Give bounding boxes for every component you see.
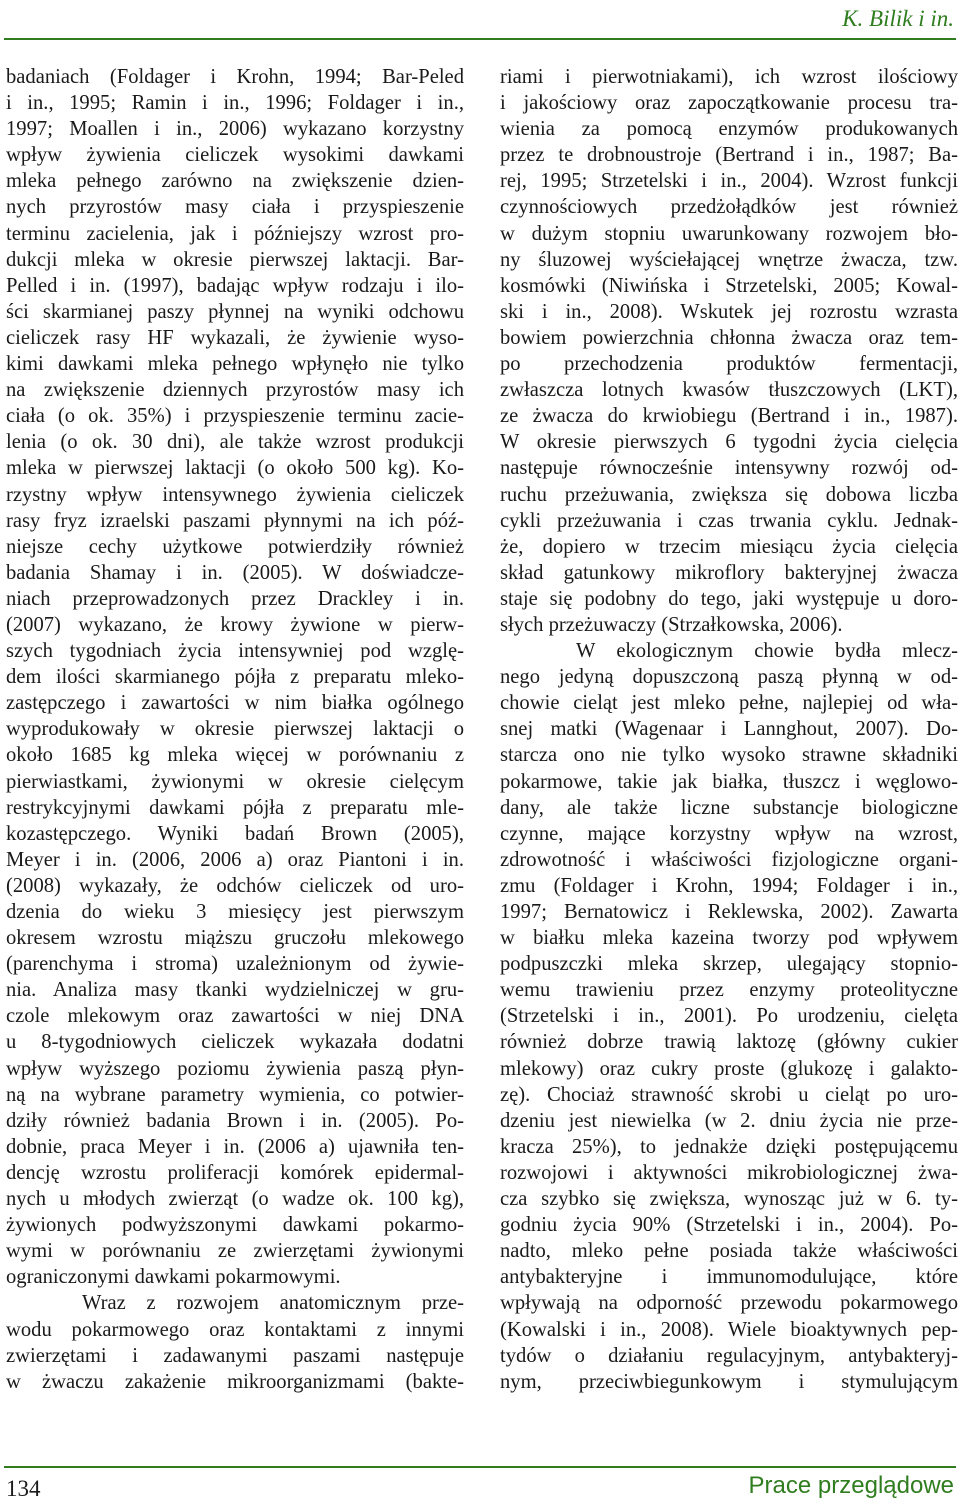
left-line-38: u 8-tygodniowych cieliczek wykazała dodatni <box>6 1031 464 1054</box>
left-line-28: pierwiastkami, żywionymi w okresie cielęcym <box>6 770 464 793</box>
left-line-5: mleka pełnego zarówno na zwiększenie dzien- <box>6 170 464 193</box>
left-line-10: ści skarmianej paszy płynnej na wyniki odchowu <box>6 300 464 323</box>
right-line-32: zmu (Foldager i Krohn, 1994; Foldager i in., <box>500 874 958 897</box>
left-line-17: rzystny wpływ intensywnego żywienia cieliczek <box>6 483 464 506</box>
left-line-14: ciała (o ok. 35%) i przyspieszenie terminu zacie- <box>6 405 464 428</box>
section-label: Prace przeglądowe <box>748 1472 954 1499</box>
left-column <box>6 64 464 1395</box>
right-column <box>500 64 958 1395</box>
right-line-29: dany, ale także liczne substancje biologiczne <box>500 796 958 819</box>
right-line-25: chowie cieląt jest mleko pełne, najlepiej od wła- <box>500 692 958 715</box>
left-line-29: restrykcyjnymi dawkami pójła z preparatu mle- <box>6 796 464 819</box>
right-line-17: ruchu przeżuwania, zwiększa się dobowa liczba <box>500 483 958 506</box>
left-line-34: okresem wzrostu miąższu gruczołu mlekowego <box>6 927 464 950</box>
right-line-26: snej matki (Wagenaar i Lannghout, 2007). Do- <box>500 718 958 741</box>
right-line-44: cza szybko się zwiększa, wynosząc już w 6. ty- <box>500 1188 958 1211</box>
left-line-31: Meyer i in. (2006, 2006 a) oraz Piantoni i in. <box>6 848 464 871</box>
left-line-41: dziły również badania Brown i in. (2005). Po- <box>6 1109 464 1132</box>
footer-rule <box>4 1466 956 1468</box>
right-line-14: ze żwacza do krwiobiegu (Bertrand i in., 1987). <box>500 405 958 428</box>
left-line-46: wymi w porównaniu ze zwierzętami żywionymi <box>6 1240 464 1263</box>
right-line-30: czynne, mające korzystny wpływ na wzrost, <box>500 822 958 845</box>
left-line-22: (2007) wykazano, że krowy żywione w pierw- <box>6 613 464 636</box>
left-line-9: Pelled i in. (1997), badając wpływ rodzaju i ilo- <box>6 274 464 297</box>
left-line-20: badania Shamay i in. (2005). W doświadcze- <box>6 561 464 584</box>
right-line-50: tydów o działaniu regulacyjnym, antybakteryj- <box>500 1344 958 1367</box>
left-line-45: żywionych podwyższonymi dawkami pokarmo- <box>6 1214 464 1237</box>
left-line-21: niach przeprowadzonych przez Drackley i in. <box>6 587 464 610</box>
left-line-19: niejsze cechy użytkowe potwierdziły również <box>6 535 464 558</box>
right-line-18: cykli przeżuwania i czas trwania cyklu. Jednak- <box>500 509 958 532</box>
right-line-19: że, dopiero w trzecim miesiącu życia cielęcia <box>500 535 958 558</box>
left-line-26: wyprodukowały w okresie pierwszej laktacji o <box>6 718 464 741</box>
left-line-3: 1997; Moallen i in., 2006) wykazano korzystny <box>6 118 464 141</box>
left-line-42: dobnie, praca Meyer i in. (2006 a) ujawniła ten- <box>6 1135 464 1158</box>
left-line-43: dencję wzrostu proliferacji komórek epidermal- <box>6 1161 464 1184</box>
right-line-39: mlekowy) oraz cukry proste (glukozę i galakto- <box>500 1057 958 1080</box>
left-line-40: ną na wybrane parametry wymienia, co potwier- <box>6 1083 464 1106</box>
right-line-51: nym, przeciwbiegunkowym i stymulującym <box>500 1370 958 1393</box>
left-line-44: nych u młodych zwierząt (o wadze ok. 100 kg), <box>6 1188 464 1211</box>
right-line-9: kosmówki (Niwińska i Strzetelski, 2005; Kowal- <box>500 274 958 297</box>
right-line-21: staje się podobny do tego, jaki występuje u doro- <box>500 587 958 610</box>
left-line-24: dem ilości skarmianego pójła z preparatu mleko- <box>6 666 464 689</box>
left-line-47: ograniczonymi dawkami pokarmowymi. <box>6 1266 341 1289</box>
right-line-22: słych przeżuwaczy (Strzałkowska, 2006). <box>500 613 843 636</box>
right-line-40: zę). Chociaż strawność skrobi u cieląt po uro- <box>500 1083 958 1106</box>
right-line-3: wienia za pomocą enzymów produkowanych <box>500 118 958 141</box>
right-line-15: W okresie pierwszych 6 tygodni życia cielęcia <box>500 431 958 454</box>
left-line-49: wodu pokarmowego oraz kontaktami z innymi <box>6 1318 464 1341</box>
left-line-12: kimi dawkami mleka pełnego wpłynęło nie tylko <box>6 353 464 376</box>
left-line-48: Wraz z rozwojem anatomicznym prze- <box>82 1292 464 1315</box>
running-head: K. Bilik i in. <box>842 6 954 31</box>
left-line-2: i in., 1995; Ramin i in., 1996; Foldager i in., <box>6 92 464 115</box>
page-number: 134 <box>6 1476 41 1501</box>
left-line-30: kozastępczego. Wyniki badań Brown (2005), <box>6 822 464 845</box>
left-line-15: lenia (o ok. 30 dni), ale także wzrost produkcji <box>6 431 464 454</box>
right-line-7: w dużym stopniu uwarunkowany rozwojem bło- <box>500 222 958 245</box>
right-line-33: 1997; Bernatowicz i Reklewska, 2002). Zawarta <box>500 901 958 923</box>
right-line-38: również dobrze trawią laktozę (główny cukier <box>500 1031 958 1054</box>
left-line-37: czole mlekowym oraz zawartości w niej DNA <box>6 1005 464 1028</box>
left-line-32: (2008) wykazały, że odchów cieliczek od uro- <box>6 874 464 897</box>
right-line-23: W ekologicznym chowie bydła mlecz- <box>576 640 958 663</box>
right-line-45: godniu życia 90% (Strzetelski i in., 2004). Po- <box>500 1214 958 1237</box>
header-rule <box>4 38 956 40</box>
left-line-8: dukcji mleka w okresie pierwszej laktacji. Bar- <box>6 248 464 271</box>
left-line-27: około 1685 kg mleka więcej w porównaniu z <box>6 744 464 767</box>
right-line-4: przez te drobnoustroje (Bertrand i in., 1987; Ba- <box>500 144 958 167</box>
left-line-16: mleka w pierwszej laktacji (o około 500 kg). Ko- <box>6 457 464 480</box>
right-line-43: rozwojowi i aktywności mikrobiologicznej żwa- <box>500 1161 958 1184</box>
right-line-10: ski i in., 2008). Wskutek jej rozrostu wzrasta <box>500 300 958 323</box>
right-line-24: nego jedyną dopuszczoną paszą płynną w od- <box>500 666 958 689</box>
right-line-36: wemu trawieniu przez enzymy proteolityczne <box>500 979 958 1002</box>
right-line-2: i jakościowy oraz zapoczątkowanie procesu tra- <box>500 92 958 115</box>
left-line-1: badaniach (Foldager i Krohn, 1994; Bar-Peled <box>6 66 464 88</box>
right-line-20: skład gatunkowy mikroflory bakteryjnej żwacza <box>500 561 958 584</box>
left-line-50: zwierzętami i zadawanymi paszami następuje <box>6 1344 464 1367</box>
right-line-11: bowiem powierzchnia chłonna żwacza oraz tem- <box>500 326 958 349</box>
left-line-18: rasy fryz izraelski paszami płynnymi na ich póź- <box>6 509 464 532</box>
left-line-11: cieliczek rasy HF wykazali, że żywienie wyso- <box>6 326 464 349</box>
left-line-4: wpływ żywienia cieliczek wysokimi dawkami <box>6 144 464 167</box>
left-line-36: nia. Analiza masy tkanki wydzielniczej w gru- <box>6 979 464 1002</box>
right-line-6: czynnościowych przedżołądków jest również <box>500 196 958 219</box>
right-line-16: następuje równocześnie intensywny rozwój od- <box>500 457 958 480</box>
left-line-23: szych tygodniach życia intensywniej pod wzglę- <box>6 640 464 663</box>
right-line-31: zdrowotność i właściwości fizjologiczne organi- <box>500 848 958 871</box>
right-line-8: ny śluzowej wyściełającej wnętrze żwacza, tzw. <box>500 248 958 271</box>
right-line-12: po przechodzenia produktów fermentacji, <box>500 353 958 376</box>
left-line-7: terminu zacielenia, jak i późniejszy wzrost pro- <box>6 222 464 245</box>
right-line-48: wpływają na odporność przewodu pokarmowego <box>500 1292 958 1315</box>
right-line-35: podpuszczki mleka skrzep, ulegający stopnio- <box>500 953 958 976</box>
left-line-13: na zwiększenie dziennych przyrostów masy ich <box>6 379 464 402</box>
right-line-13: zwłaszcza lotnych kwasów tłuszczowych (LKT), <box>500 379 958 402</box>
right-line-1: riami i pierwotniakami), ich wzrost ilościowy <box>500 66 958 88</box>
left-line-39: wpływ wyższego poziomu żywienia paszą płyn- <box>6 1057 464 1080</box>
left-line-33: dzenia do wieku 3 miesięcy jest pierwszym <box>6 901 464 923</box>
left-line-25: zastępczego i zawartości w nim białka ogólnego <box>6 692 464 715</box>
right-line-41: dzeniu jest niewielka (w 2. dniu życia nie prze- <box>500 1109 958 1132</box>
right-line-27: starcza ono nie tylko wysoko strawne składniki <box>500 744 958 767</box>
right-line-34: w białku mleka kazeina tworzy pod wpływem <box>500 927 958 950</box>
right-line-28: pokarmowe, takie jak białka, tłuszcz i węglowo- <box>500 770 958 793</box>
left-line-6: nych przyrostów masy ciała i przyspieszenie <box>6 196 464 219</box>
right-line-42: kracza 25%), to jednakże dzięki postępującemu <box>500 1135 958 1158</box>
right-line-46: nadto, mleko pełne posiada także właściwości <box>500 1240 958 1263</box>
left-line-35: (parenchyma i stroma) uzależnionym od żywie- <box>6 953 464 976</box>
right-line-5: rej, 1995; Strzetelski i in., 2004). Wzrost funkcji <box>500 170 958 193</box>
right-line-37: (Strzetelski i in., 2001). Po urodzeniu, cielęta <box>500 1005 958 1028</box>
left-line-51: w żwaczu zakażenie mikroorganizmami (bakte- <box>6 1370 464 1393</box>
right-line-49: (Kowalski i in., 2008). Wiele bioaktywnych pep- <box>500 1318 958 1341</box>
right-line-47: antybakteryjne i immunomodulujące, które <box>500 1266 958 1289</box>
